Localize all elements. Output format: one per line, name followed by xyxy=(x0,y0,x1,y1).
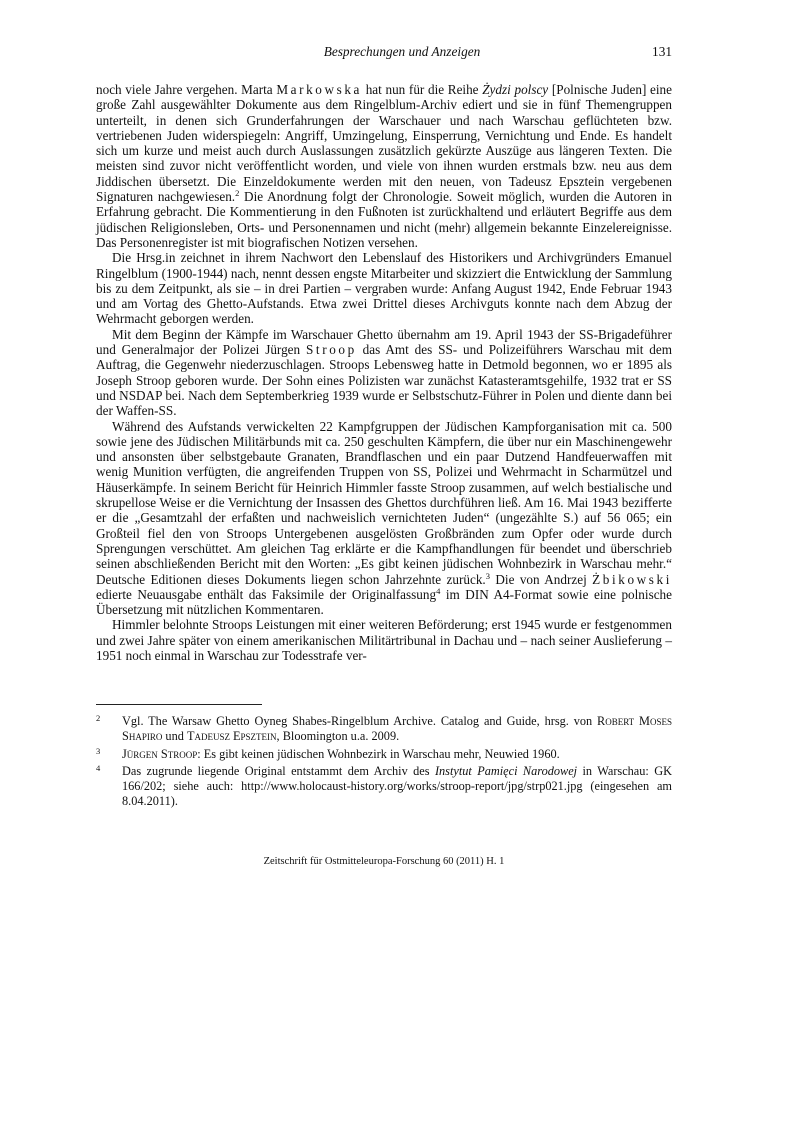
paragraph xyxy=(96,419,672,618)
text-run: hat nun für die Reihe xyxy=(362,82,483,97)
spaced-name: Markowska xyxy=(276,82,363,97)
text-run: im DIN A4-Format sowie eine polnische Übersetzung mit nützlichen Kommentaren. xyxy=(96,586,672,618)
paragraph xyxy=(96,250,672,326)
spaced-name: Żbikowski xyxy=(592,571,672,587)
footnote-reference: 4 xyxy=(436,585,441,596)
text-run: Die Anordnung folgt der Chronologie. Soweit möglich, wurden die Autoren in Erfahrung gebracht. Die Kommentierung in den Fußnoten ist zurückhaltend und erläutert Begriffe aus dem jüdischen Religionsleben, Orts- und Personennamen und nicht (mehr) allgemein bekannte Einzelereignisse. Das Personenregister ist mit biografischen Notizen versehen. xyxy=(96,189,672,250)
paragraph xyxy=(96,82,672,250)
running-title: Besprechungen und Anzeigen xyxy=(323,44,481,59)
text-run: [Polnische Juden] eine große Zahl ausgewählter Dokumente aus dem Ringelblum-Archiv ediert und sie in fünf Themengruppen unterteilt, in denen sich Grunderfahrungen der Warschauer und nach Warschau geflüchteten bzw. vertriebenen Juden widerspiegeln: Angriff, Umzingelung, Einsperrung, Vernichtung und Ende. Es handelt sich um kurze und meist auch durch Auslassungen zusätzlich gekürzte Auszüge aus längeren Texten. Die meisten sind zuvor nicht veröffentlicht worden, und viele von ihnen wurden erstmals bzw. neu aus dem Jiddischen übersetzt. Die Einzeldokumente werden mit den neuen, von Tadeusz Epsztein vergebenen Signaturen nachgewiesen. xyxy=(96,82,672,205)
page-number: 131 xyxy=(652,44,672,59)
text-run: edierte Neuausgabe enthält das Faksimile der Originalfassung xyxy=(96,586,437,602)
text-run: Mit dem Beginn der Kämpfe im Warschauer Ghetto übernahm am 19. April 1943 der SS-Brigadeführer und Generalmajor der Polizei Jürgen xyxy=(96,326,672,358)
text-run: und xyxy=(162,728,187,743)
footnote-text xyxy=(122,764,672,808)
italic-text: Żydzi polscy xyxy=(482,82,549,97)
text-run: in Warschau: GK 166/202; siehe auch: http://www.holocaust-history.org/works/stroop-report/jpg/strp021.jpg (eingesehen am 8.04.2011). xyxy=(122,764,672,808)
footnotes xyxy=(96,714,672,812)
footnote-number: 4 xyxy=(96,763,101,774)
paragraph xyxy=(96,327,672,419)
footnote-separator xyxy=(96,704,262,705)
body-text xyxy=(96,82,672,663)
footnote-text xyxy=(122,747,560,761)
footnote xyxy=(96,747,672,762)
text-run: das Amt des SS- und Polizeiführers Warschau mit dem Auftrag, die Gegenwehr niederzuschlagen. Stroops Lebensweg hatte in Detmold begonnen, wo er 1895 als Joseph Stroop geboren wurde. Der Sohn eines Polizisten war zunächst Katasteramtsgehilfe, 1932 trat er SS und NSDAP bei. Nach dem Septemberkrieg 1939 wurde er Selbstschutz-Führer in Polen und diente dann bei der Waffen-SS. xyxy=(96,342,672,419)
spaced-name: Stroop xyxy=(306,342,357,358)
running-header xyxy=(96,44,708,64)
footnote-reference: 2 xyxy=(235,188,240,199)
author-name: Tadeusz Epsztein xyxy=(186,728,277,743)
text-run: Während des Aufstands verwickelten 22 Kampfgruppen der Jüdischen Kampforganisation mit ca. 500 sowie jene des Jüdischen Militärbunds mit ca. 250 geschulten Kämpfern, die über nur ein Maschinengewehr und ansonsten über selbstgebaute Granaten, Brandflaschen und ein paar Dutzend Handfeuerwaffen mit wenig Munition verfügten, die angreifenden Truppen von SS, Polizei und Wehrmacht in Scharmützel und Häuserkämpfe. In seinem Bericht für Heinrich Himmler fasste Stroop zusammen, auf welch bestialische und skrupellose Weise er die Vernichtung der Insassen des Ghettos durchführen ließ. Am 16. Mai 1943 bezifferte er die „Gesamtzahl der erfaßten und nachweislich vernichteten Juden“ (ungezählte S.) auf 56 065; ein Großteil fiel den von Stroops Untergebenen ausgelösten Großbränden zum Opfer oder wurde durch Sprengungen verschüttet. Am gleichen Tag erklärte er die Kampfhandlungen für beendet und überschrieb seinen abschließenden Bericht mit den Worten: „Es gibt keinen jüdischen Wohnbezirk in Warschau mehr.“ Deutsche Editionen dieses Dokuments liegen schon Jahrzehnte zurück. xyxy=(96,418,672,587)
text-run: , Bloomington u.a. 2009. xyxy=(276,728,400,743)
footnote-text xyxy=(122,714,672,743)
text-run: Himmler belohnte Stroops Leistungen mit einer weiteren Beförderung; erst 1945 wurde er festgenommen und zwei Jahre später von einem amerikanischen Militärtribunal in Dachau und – nach seiner Auslieferung – 1951 noch einmal in Warschau zur Todesstrafe ver- xyxy=(96,617,672,663)
footnote-number: 2 xyxy=(96,713,101,723)
text-run: Vgl. The Warsaw Ghetto Oyneg Shabes-Ringelblum Archive. Catalog and Guide, hrsg. von xyxy=(122,714,598,728)
footnote-number: 3 xyxy=(96,745,101,756)
footnote-reference: 3 xyxy=(485,570,490,581)
italic-text: Instytut Pamięci Narodowej xyxy=(434,764,578,779)
text-run: Die Hrsg.in zeichnet in ihrem Nachwort den Lebenslauf des Historikers und Archivgründers Emanuel Ringelblum (1900-1944) nach, nennt dessen engste Mitarbeiter und skizziert die Entwicklung der Sammlung bis zu dem Zeitpunkt, als sie – in drei Partien – vergraben wurde: Anfang August 1942, Ende Februar 1943 und am Vortag des Ghetto-Aufstands. Etwa zwei Drittel dieses Archivguts konnte nach dem Abzug der Wehrmacht geborgen werden. xyxy=(96,250,672,327)
footnote xyxy=(96,714,672,744)
text-run: Das zugrunde liegende Original entstammt dem Archiv des xyxy=(122,764,435,779)
text-run: noch viele Jahre vergehen. Marta xyxy=(96,82,277,97)
footnote xyxy=(96,764,672,808)
author-name: Jürgen Stroop xyxy=(122,746,198,761)
author-name: Robert Moses Shapiro xyxy=(122,714,672,743)
paragraph xyxy=(96,617,672,663)
text-run: : Es gibt keinen jüdischen Wohnbezirk in Warschau mehr, Neuwied 1960. xyxy=(197,746,560,761)
journal-footer: Zeitschrift für Ostmitteleuropa-Forschung 60 (2011) H. 1 xyxy=(263,856,505,867)
text-run: Die von Andrzej xyxy=(489,571,593,587)
